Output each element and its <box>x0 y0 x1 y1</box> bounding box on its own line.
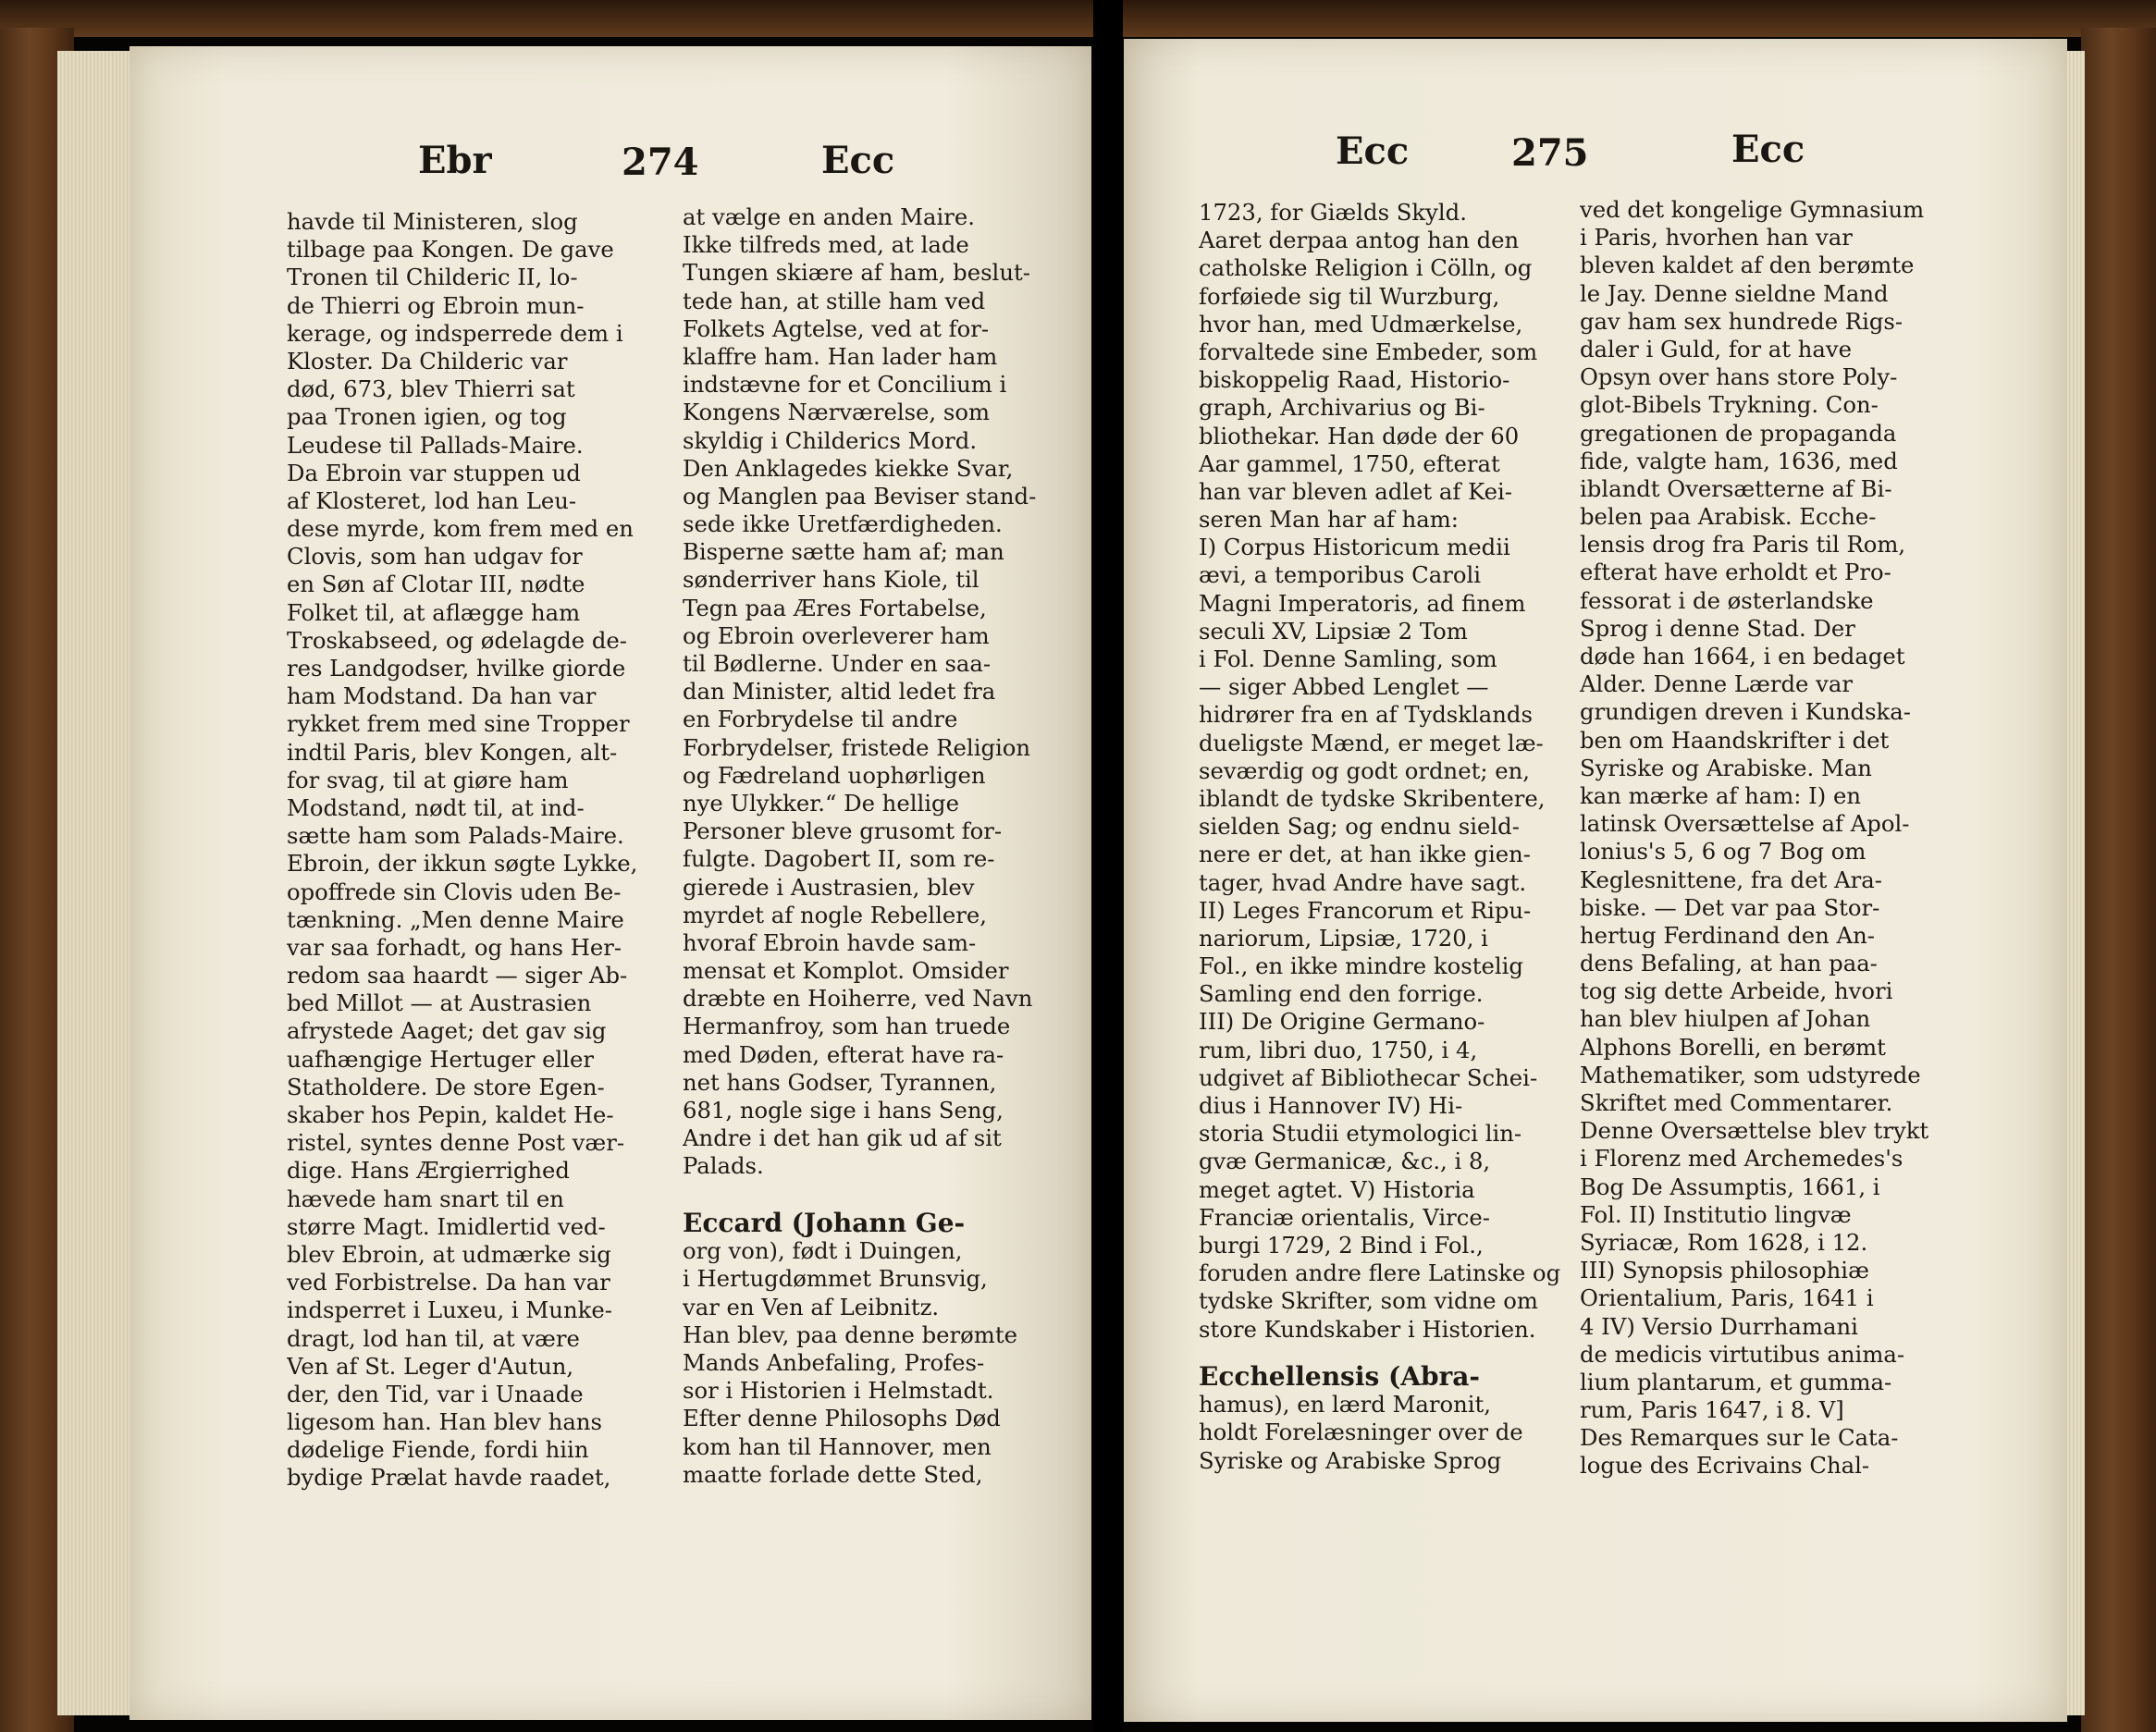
text-line: hertug Ferdinand den An- <box>1580 921 1875 949</box>
text-line: Bog De Assumptis, 1661, i <box>1580 1173 1880 1200</box>
left-page-column-2 <box>683 203 1053 1181</box>
text-line: biskoppelig Raad, Historio- <box>1199 366 1510 394</box>
text-line: lensis drog fra Paris til Rom, <box>1580 531 1906 559</box>
text-line: rykket frem med sine Tropper <box>287 710 630 738</box>
text-line: kan mærke af ham: I) en <box>1580 781 1862 809</box>
text-line: Tronen til Childeric II, lo- <box>287 264 578 291</box>
text-line: sætte ham som Palads-Maire. <box>287 822 624 850</box>
text-line: lium plantarum, et gumma- <box>1580 1368 1892 1395</box>
text-line: indtil Paris, blev Kongen, alt- <box>287 738 618 766</box>
text-line: Eccard (Johann Ge- <box>683 1210 966 1238</box>
text-line: Aaret derpaa antog han den <box>1199 227 1520 254</box>
text-line: fulgte. Dagobert II, som re- <box>683 845 995 873</box>
text-line: gregationen de propaganda <box>1580 419 1897 447</box>
text-line: Personer bleve grusomt for- <box>683 817 1003 845</box>
text-line: iblandt Oversætterne af Bi- <box>1580 474 1892 502</box>
text-line: rum, libri duo, 1750, i 4, <box>1199 1036 1478 1063</box>
text-line: Han blev, paa denne berømte <box>683 1320 1017 1348</box>
right-page-number: 275 <box>1511 131 1589 175</box>
text-line: Tungen skiære af ham, beslut- <box>683 259 1030 287</box>
text-line: III) De Origine Germano- <box>1199 1008 1485 1036</box>
text-line: indstævne for et Concilium i <box>683 371 1007 399</box>
text-line: gvæ Germanicæ, &c., i 8, <box>1199 1148 1491 1175</box>
text-line: Mands Anbefaling, Profes- <box>683 1348 985 1376</box>
text-line: Tegn paa Æres Fortabelse, <box>683 594 987 621</box>
text-line: 4 IV) Versio Durrhamani <box>1580 1312 1858 1340</box>
text-line: hvor han, med Udmærkelse, <box>1199 310 1523 338</box>
text-line: at vælge en anden Maire. <box>683 203 976 230</box>
text-line: Ikke tilfreds med, at lade <box>683 231 969 259</box>
text-line: forvaltede sine Embeder, som <box>1199 338 1538 365</box>
text-line: myrdet af nogle Rebellere, <box>683 901 987 928</box>
text-line: mensat et Komplot. Omsider <box>683 957 1009 985</box>
text-line: Kloster. Da Childeric var <box>287 347 568 375</box>
text-line: Syriske og Arabiske Sprog <box>1199 1446 1502 1474</box>
right-page-entry-ecchellensis <box>1199 1363 1569 1475</box>
text-line: dragt, lod han til, at være <box>287 1324 580 1352</box>
text-line: org von), født i Duingen, <box>683 1237 963 1265</box>
text-line: opoffrede sin Clovis uden Be- <box>287 878 622 905</box>
text-line: afrystede Aaget; det gav sig <box>287 1017 607 1045</box>
text-line: dan Minister, altid ledet fra <box>683 678 996 706</box>
text-line: Fol., en ikke mindre kostelig <box>1199 952 1523 980</box>
text-line: med Døden, efterat have ra- <box>683 1040 1004 1068</box>
text-line: hvoraf Ebroin havde sam- <box>683 928 977 956</box>
text-line: 681, nogle sige i hans Seng, <box>683 1097 1004 1124</box>
text-line: i Hertugdømmet Brunsvig, <box>683 1265 988 1293</box>
text-line: Statholdere. De store Egen- <box>287 1073 605 1100</box>
text-line: grundigen dreven i Kundska- <box>1580 698 1911 726</box>
text-line: Folkets Agtelse, ved at for- <box>683 314 990 342</box>
text-line: Forbrydelser, fristede Religion <box>683 733 1031 761</box>
text-line: tager, hvad Andre have sagt. <box>1199 868 1527 896</box>
text-line: Alder. Denne Lærde var <box>1580 670 1853 698</box>
text-line: skaber hos Pepin, kaldet He- <box>287 1101 614 1128</box>
text-line: uafhængige Hertuger eller <box>287 1045 595 1073</box>
text-line: dius i Hannover IV) Hi- <box>1199 1092 1463 1119</box>
text-line: skyldig i Childerics Mord. <box>683 426 978 454</box>
text-line: II) Leges Francorum et Ripu- <box>1199 896 1532 924</box>
text-line: I) Corpus Historicum medii <box>1199 534 1510 561</box>
text-line: Hermanfroy, som han truede <box>683 1013 1011 1040</box>
text-line: Syriske og Arabiske. Man <box>1580 754 1872 781</box>
text-line: til Bødlerne. Under en saa- <box>683 650 992 677</box>
text-line: 1723, for Giælds Skyld. <box>1199 199 1467 226</box>
text-line: bleven kaldet af den berømte <box>1580 252 1915 279</box>
text-line: død, 673, blev Thierri sat <box>287 375 575 403</box>
page-edges-left <box>57 51 131 1715</box>
text-line: udgivet af Bibliothecar Schei- <box>1199 1063 1538 1091</box>
text-line: maatte forlade dette Sted, <box>683 1460 983 1488</box>
text-line: tog sig dette Arbeide, hvori <box>1580 977 1893 1005</box>
text-line: Mathematiker, som udstyrede <box>1580 1061 1921 1088</box>
text-line: graph, Archivarius og Bi- <box>1199 394 1485 422</box>
text-line: Efter denne Philosophs Død <box>683 1405 1001 1432</box>
text-line: nye Ulykker.“ De hellige <box>683 789 959 817</box>
text-line: ved det kongelige Gymnasium <box>1580 196 1925 223</box>
text-line: kerage, og indsperrede dem i <box>287 319 623 347</box>
text-line: le Jay. Denne sieldne Mand <box>1580 279 1889 307</box>
text-line: Denne Oversættelse blev trykt <box>1580 1117 1929 1145</box>
right-page-column-1 <box>1199 199 1569 1344</box>
text-line: sor i Historien i Helmstadt. <box>683 1377 994 1405</box>
text-line: paa Tronen igien, og tog <box>287 403 567 431</box>
text-line: Keglesnittene, fra det Ara- <box>1580 866 1882 893</box>
text-line: nariorum, Lipsiæ, 1720, i <box>1199 924 1488 952</box>
text-line: ved Forbistrelse. Da han var <box>287 1269 610 1296</box>
text-line: hamus), en lærd Maronit, <box>1199 1391 1491 1419</box>
text-line: rum, Paris 1647, i 8. V] <box>1580 1396 1844 1424</box>
text-line: dige. Hans Ærgierrighed <box>287 1157 570 1185</box>
text-line: seculi XV, Lipsiæ 2 Tom <box>1199 617 1468 645</box>
text-line: en Forbrydelse til andre <box>683 706 958 733</box>
text-line: Samling end den forrige. <box>1199 980 1484 1008</box>
text-line: kom han til Hannover, men <box>683 1432 992 1460</box>
text-line: forføiede sig til Wurzburg, <box>1199 282 1500 310</box>
text-line: for svag, til at giøre ham <box>287 766 569 793</box>
text-line: logue des Ecrivains Chal- <box>1580 1452 1870 1480</box>
text-line: i Florenz med Archemedes's <box>1580 1145 1903 1173</box>
text-line: holdt Forelæsninger over de <box>1199 1419 1523 1446</box>
text-line: sede ikke Uretfærdigheden. <box>683 510 1003 538</box>
left-page-number: 274 <box>622 141 699 184</box>
text-line: Magni Imperatoris, ad finem <box>1199 589 1526 617</box>
text-line: Aar gammel, 1750, efterat <box>1199 449 1500 477</box>
text-line: dueligste Mænd, er meget læ- <box>1199 729 1544 756</box>
text-line: daler i Guld, for at have <box>1580 335 1853 362</box>
text-line: — siger Abbed Lenglet — <box>1199 673 1489 701</box>
text-line: klaffre ham. Han lader ham <box>683 342 998 370</box>
text-line: sønderriver hans Kiole, til <box>683 566 979 594</box>
text-line: var en Ven af Leibnitz. <box>683 1293 940 1320</box>
text-line: Clovis, som han udgav for <box>287 543 583 571</box>
text-line: indsperret i Luxeu, i Munke- <box>287 1296 612 1324</box>
text-line: af Klosteret, lod han Leu- <box>287 486 577 514</box>
text-line: bydige Prælat havde raadet, <box>287 1464 611 1492</box>
text-line: seværdig og godt ordnet; en, <box>1199 756 1530 784</box>
text-line: dødelige Fiende, fordi hiin <box>287 1436 589 1464</box>
text-line: lonius's 5, 6 og 7 Bog om <box>1580 838 1866 866</box>
text-line: Alphons Borelli, en berømt <box>1580 1033 1886 1061</box>
text-line: meget agtet. V) Historia <box>1199 1175 1475 1203</box>
text-line: res Landgodser, hvilke giorde <box>287 655 626 682</box>
text-line: catholske Religion i Cölln, og <box>1199 254 1533 282</box>
text-line: der, den Tid, var i Unaade <box>287 1380 584 1407</box>
text-line: foruden andre flere Latinske og <box>1199 1259 1561 1287</box>
text-line: fide, valgte ham, 1636, med <box>1580 447 1898 474</box>
book-cover-right <box>2081 28 2156 1732</box>
text-line: en Søn af Clotar III, nødte <box>287 571 585 598</box>
text-line: burgi 1729, 2 Bind i Fol., <box>1199 1231 1484 1259</box>
text-line: Sprog i denne Stad. Der <box>1580 614 1855 642</box>
text-line: de Thierri og Ebroin mun- <box>287 291 585 319</box>
text-line: Syriacæ, Rom 1628, i 12. <box>1580 1228 1868 1256</box>
text-line: Kongens Nærværelse, som <box>683 399 991 426</box>
text-line: belen paa Arabisk. Ecche- <box>1580 503 1877 531</box>
text-line: tænkning. „Men denne Maire <box>287 905 624 933</box>
text-line: biske. — Det var paa Stor- <box>1580 893 1880 921</box>
text-line: blev Ebroin, at udmærke sig <box>287 1240 611 1268</box>
text-line: net hans Godser, Tyrannen, <box>683 1068 997 1096</box>
text-line: glot-Bibels Trykning. Con- <box>1580 391 1879 419</box>
text-line: Folket til, at aflægge ham <box>287 598 581 626</box>
text-line: Ven af St. Leger d'Autun, <box>287 1352 574 1380</box>
right-page-column-2 <box>1580 196 1950 1480</box>
text-line: iblandt de tydske Skribentere, <box>1199 784 1546 812</box>
book-cover-top <box>0 0 2156 37</box>
text-line: og Ebroin overleverer ham <box>683 621 990 649</box>
text-line: Fol. II) Institutio lingvæ <box>1580 1200 1852 1228</box>
text-line: og Fædreland uophørligen <box>683 761 986 789</box>
left-page-entry-eccard <box>683 1210 1053 1489</box>
text-line: dræbte en Hoiherre, ved Navn <box>683 985 1033 1013</box>
text-line: Leudese til Pallads-Maire. <box>287 431 584 459</box>
text-line: døde han 1664, i en bedaget <box>1580 643 1905 669</box>
text-line: Opsyn over hans store Poly- <box>1580 363 1898 391</box>
text-line: større Magt. Imidlertid ved- <box>287 1212 606 1240</box>
text-line: ævi, a temporibus Caroli <box>1199 561 1481 589</box>
text-line: havde til Ministeren, slog <box>287 208 578 235</box>
text-line: storia Studii etymologici lin- <box>1199 1120 1522 1148</box>
text-line: Orientalium, Paris, 1641 i <box>1580 1284 1874 1312</box>
text-line: store Kundskaber i Historien. <box>1199 1315 1536 1343</box>
text-line: sielden Sag; og endnu sield- <box>1199 813 1520 841</box>
text-line: tilbage paa Kongen. De gave <box>287 236 614 264</box>
text-line: tede han, at stille ham ved <box>683 287 986 314</box>
text-line: Des Remarques sur le Cata- <box>1580 1424 1899 1452</box>
text-line: ristel, syntes denne Post vær- <box>287 1129 625 1157</box>
text-line: Andre i det han gik ud af sit <box>683 1124 1002 1152</box>
text-line: og Manglen paa Beviser stand- <box>683 482 1037 510</box>
left-header-word: Ebr <box>418 139 492 182</box>
text-line: redom saa haardt — siger Ab- <box>287 962 628 989</box>
text-line: Bisperne sætte ham af; man <box>683 538 1004 566</box>
text-line: i Paris, hvorhen han var <box>1580 224 1853 252</box>
right-header-word: Ecc <box>1336 129 1410 173</box>
text-line: han var bleven adlet af Kei- <box>1199 477 1512 505</box>
book-gutter <box>1093 0 1123 1732</box>
text-line: gierede i Austrasien, blev <box>683 873 975 901</box>
text-line: gav ham sex hundrede Rigs- <box>1580 307 1903 335</box>
text-line: Palads. <box>683 1152 764 1180</box>
text-line: hævede ham snart til en <box>287 1185 564 1212</box>
text-line: Troskabseed, og ødelagde de- <box>287 626 627 654</box>
text-line: efterat have erholdt et Pro- <box>1580 559 1891 586</box>
text-line: dese myrde, kom frem med en <box>287 515 634 543</box>
text-line: Ecchellensis (Abra- <box>1199 1363 1481 1392</box>
text-line: latinsk Oversættelse af Apol- <box>1580 810 1910 838</box>
text-line: Franciæ orientalis, Virce- <box>1199 1203 1490 1231</box>
text-line: han blev hiulpen af Johan <box>1580 1005 1871 1033</box>
text-line: bliothekar. Han døde der 60 <box>1199 422 1520 449</box>
text-line: Da Ebroin var stuppen ud <box>287 459 581 486</box>
text-line: fessorat i de østerlandske <box>1580 586 1874 614</box>
text-line: Skriftet med Commentarer. <box>1580 1089 1893 1116</box>
text-line: dens Befaling, at han paa- <box>1580 950 1878 977</box>
page-edges-right <box>2066 51 2085 1715</box>
text-line: ham Modstand. Da han var <box>287 682 597 710</box>
text-line: i Fol. Denne Samling, som <box>1199 645 1497 672</box>
text-line: tydske Skrifter, som vidne om <box>1199 1287 1538 1315</box>
text-line: seren Man har af ham: <box>1199 506 1459 534</box>
text-line: III) Synopsis philosophiæ <box>1580 1257 1869 1284</box>
left-page-column-1 <box>287 208 657 1492</box>
text-line: var saa forhadt, og hans Her- <box>287 933 622 961</box>
text-line: bed Millot — at Austrasien <box>287 989 592 1017</box>
text-line: de medicis virtutibus anima- <box>1580 1340 1905 1368</box>
right-header-catchword: Ecc <box>1731 128 1805 171</box>
left-header-catchword: Ecc <box>821 139 895 182</box>
text-line: hidrører fra en af Tydsklands <box>1199 701 1533 729</box>
text-line: nere er det, at han ikke gien- <box>1199 841 1531 868</box>
text-line: Ebroin, der ikkun søgte Lykke, <box>287 850 638 878</box>
text-line: Modstand, nødt til, at ind- <box>287 793 585 821</box>
text-line: ligesom han. Han blev hans <box>287 1408 603 1436</box>
text-line: ben om Haandskrifter i det <box>1580 726 1890 754</box>
text-line: Den Anklagedes kiekke Svar, <box>683 454 1014 482</box>
